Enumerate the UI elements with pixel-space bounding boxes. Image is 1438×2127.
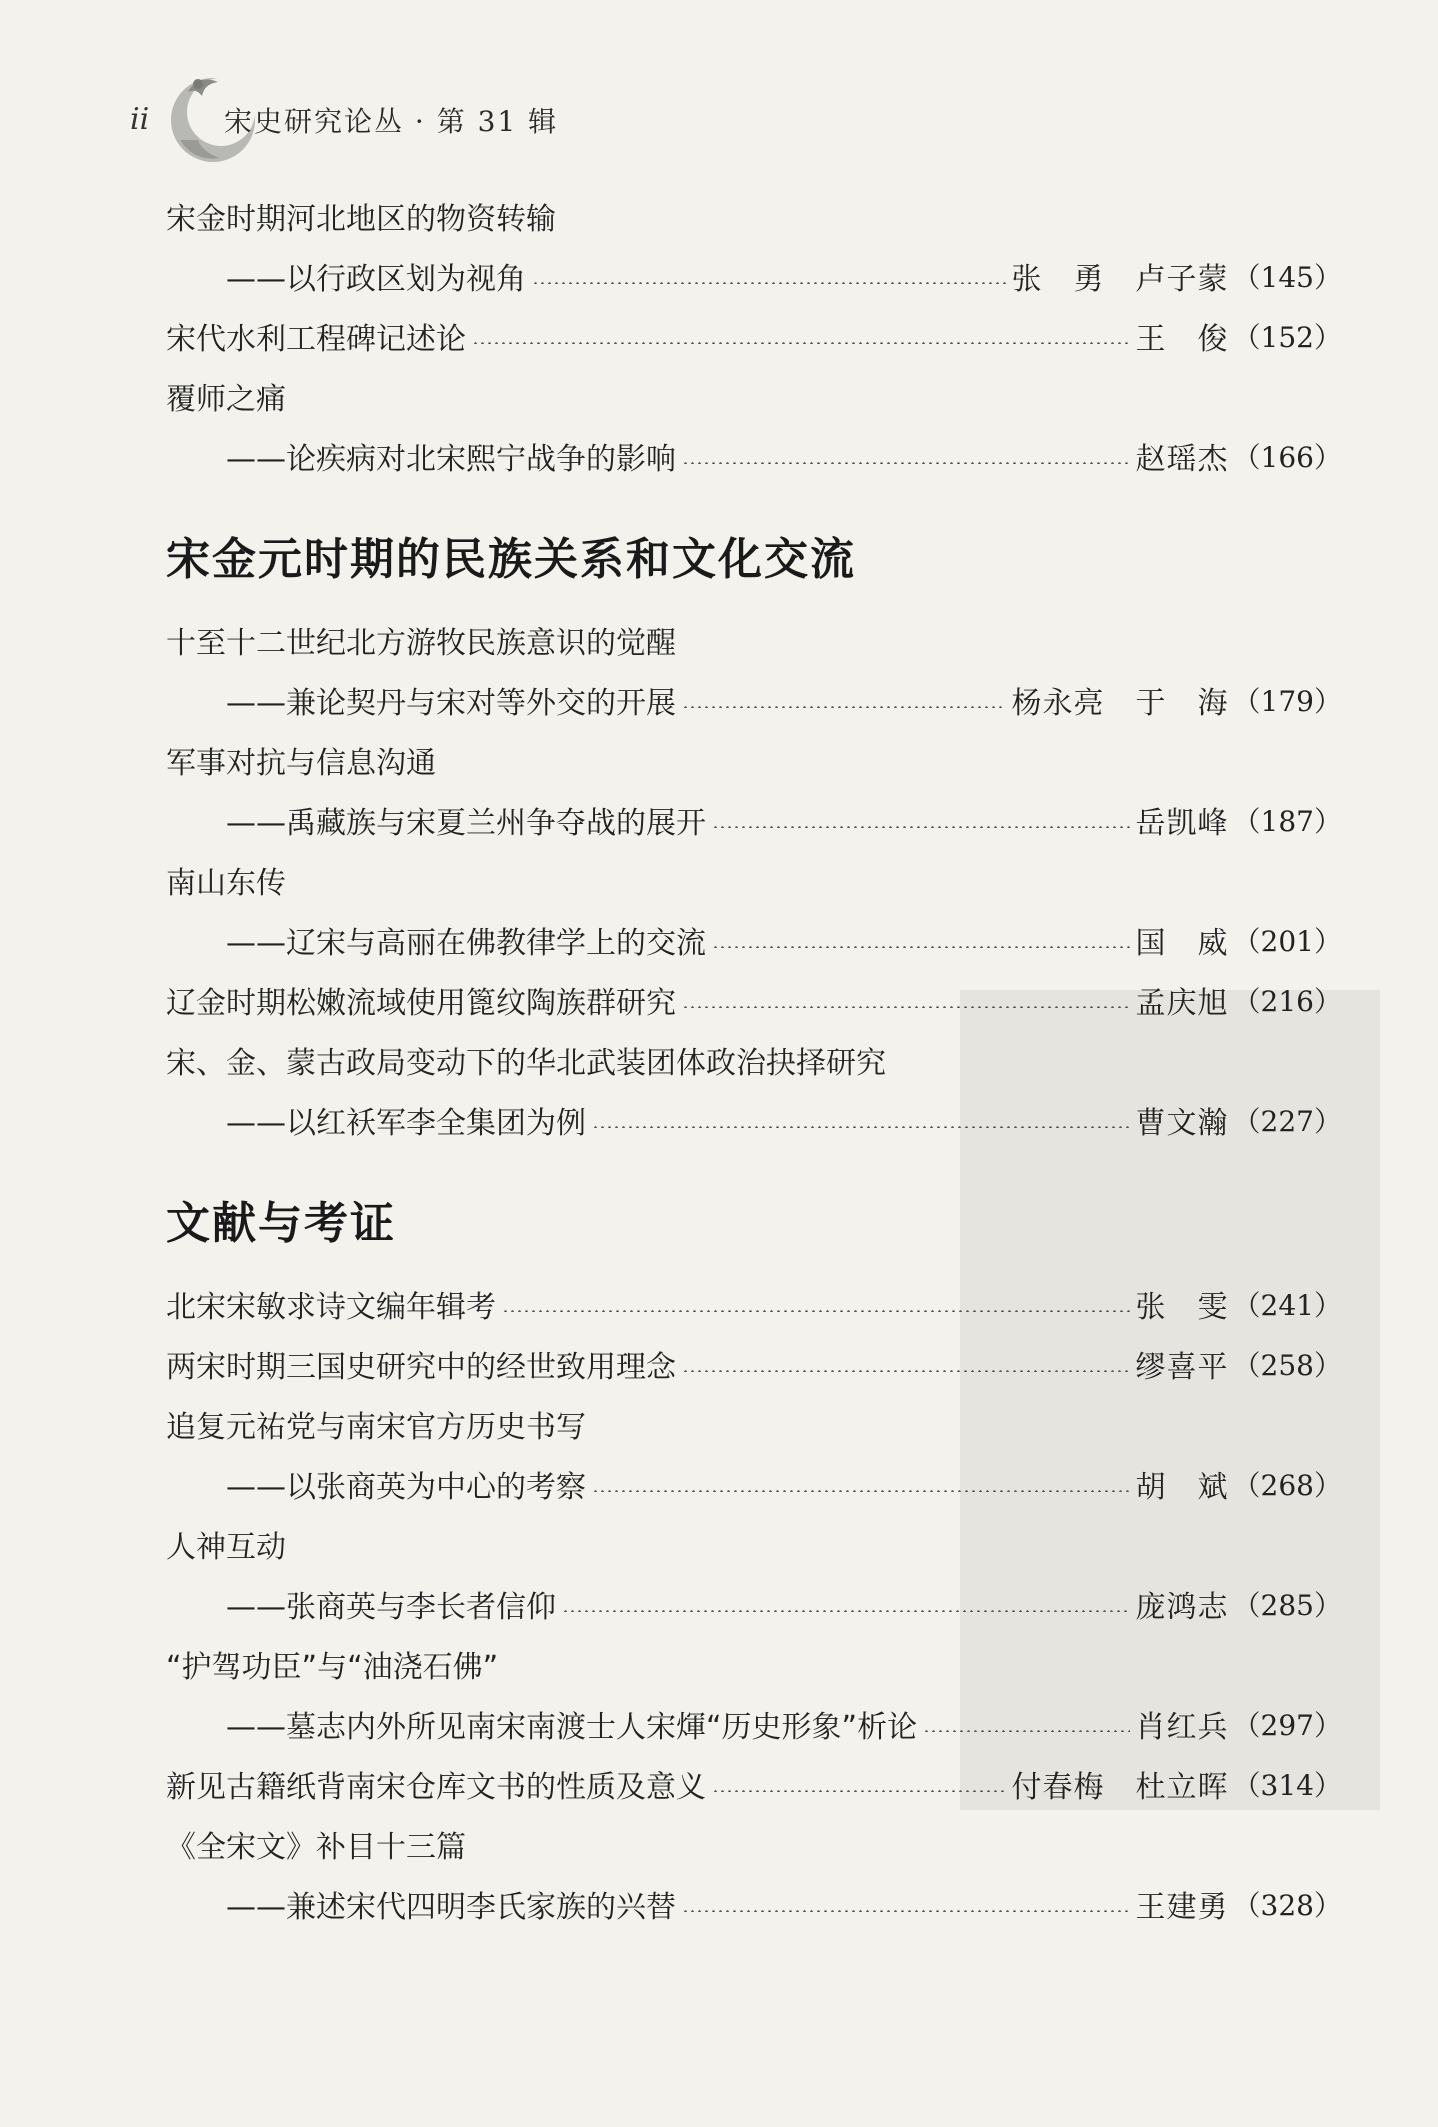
dot-leader [472,342,1130,344]
dot-leader [712,826,1130,828]
toc-subtitle: ——墓志内外所见南宋南渡士人宋煇“历史形象”析论 [226,1710,918,1745]
series-title: 宋史研究论丛 · 第 31 辑 [224,105,559,138]
toc-author: 岳凯峰 [1135,806,1229,841]
toc-page-number: （187） [1232,805,1342,838]
toc-title: 人神互动 [166,1530,286,1565]
toc-title: 宋代水利工程碑记述论 [166,322,466,357]
toc-entry-row[interactable] [166,970,1342,1030]
toc-entry-row[interactable] [166,306,1342,366]
toc-title: 十至十二世纪北方游牧民族意识的觉醒 [166,626,676,661]
toc-title: 北宋宋敏求诗文编年辑考 [166,1290,496,1325]
toc-author: 胡 斌 [1135,1470,1229,1505]
toc-subtitle-row[interactable] [166,790,1342,850]
toc-entry-row[interactable] [166,366,1342,426]
toc-page-number: （297） [1232,1709,1342,1742]
toc-author: 杨永亮 于 海 [1011,686,1229,721]
dot-leader [923,1730,1129,1732]
section-heading: 文献与考证 [166,1198,396,1249]
toc-subtitle: ——辽宋与高丽在佛教律学上的交流 [226,926,706,961]
toc-entry-row[interactable] [166,1814,1342,1874]
dot-leader [682,1370,1130,1372]
toc-title: 新见古籍纸背南宋仓库文书的性质及意义 [166,1770,706,1805]
toc-title: 军事对抗与信息沟通 [166,746,436,781]
toc-subtitle: ——以行政区划为视角 [226,262,526,297]
dot-leader [682,1910,1130,1912]
toc-subtitle-row[interactable] [166,1874,1342,1934]
dot-leader [592,1490,1130,1492]
toc-title: 两宋时期三国史研究中的经世致用理念 [166,1350,676,1385]
toc-author: 张 勇 卢子蒙 [1011,262,1229,297]
dot-leader [682,1006,1130,1008]
toc-author: 张 雯 [1135,1290,1229,1325]
toc-subtitle-row[interactable] [166,670,1342,730]
toc-subtitle: ——论疾病对北宋熙宁战争的影响 [226,442,676,477]
toc-page-number: （166） [1232,441,1342,474]
section-heading: 宋金元时期的民族关系和文化交流 [166,534,856,585]
toc-entry-row[interactable] [166,1754,1342,1814]
toc-page-number: （241） [1232,1289,1342,1322]
toc-author: 孟庆旭 [1135,986,1229,1021]
toc-title: 覆师之痛 [166,382,286,417]
dot-leader [502,1310,1130,1312]
toc-subtitle-row[interactable] [166,1694,1342,1754]
toc-entry-row[interactable] [166,1394,1342,1454]
toc-author: 王 俊 [1135,322,1229,357]
dot-leader [682,706,1006,708]
toc-author: 庞鸿志 [1135,1590,1229,1625]
toc-title: 《全宋文》补目十三篇 [166,1830,466,1865]
toc-page-number: （216） [1232,985,1342,1018]
toc-page-number: （179） [1232,685,1342,718]
toc-subtitle-row[interactable] [166,1574,1342,1634]
dot-leader [712,1790,1006,1792]
toc-entry-row[interactable] [166,730,1342,790]
toc-author: 付春梅 杜立晖 [1011,1770,1229,1805]
toc-page-number: （314） [1232,1769,1342,1802]
dot-leader [592,1126,1130,1128]
toc-title: 追复元祐党与南宋官方历史书写 [166,1410,586,1445]
toc-author: 赵瑶杰 [1135,442,1229,477]
dot-leader [532,282,1006,284]
toc-title: “护驾功臣”与“油浇石佛” [166,1650,499,1685]
dot-leader [562,1610,1130,1612]
toc-subtitle: ——张商英与李长者信仰 [226,1590,556,1625]
dot-leader [712,946,1130,948]
toc-entry-row[interactable] [166,850,1342,910]
page-number: ii [130,102,150,137]
dot-leader [682,462,1130,464]
toc-subtitle-row[interactable] [166,426,1342,486]
toc-title: 辽金时期松嫩流域使用篦纹陶族群研究 [166,986,676,1021]
toc-entry-row[interactable] [166,610,1342,670]
table-of-contents [166,186,1342,1934]
toc-page-number: （285） [1232,1589,1342,1622]
toc-subtitle-row[interactable] [166,1454,1342,1514]
toc-subtitle-row[interactable] [166,1090,1342,1150]
toc-author: 国 威 [1135,926,1229,961]
toc-page-number: （152） [1232,321,1342,354]
toc-entry-row[interactable] [166,1514,1342,1574]
toc-entry-row[interactable] [166,1030,1342,1090]
toc-entry-row[interactable] [166,186,1342,246]
toc-subtitle: ——兼论契丹与宋对等外交的开展 [226,686,676,721]
toc-subtitle: ——以红袄军李全集团为例 [226,1106,586,1141]
toc-subtitle: ——以张商英为中心的考察 [226,1470,586,1505]
toc-subtitle-row[interactable] [166,246,1342,306]
toc-author: 曹文瀚 [1135,1106,1229,1141]
toc-title: 宋金时期河北地区的物资转输 [166,202,556,237]
toc-title: 南山东传 [166,866,286,901]
toc-page-number: （258） [1232,1349,1342,1382]
toc-page-number: （145） [1232,261,1342,294]
toc-entry-row[interactable] [166,1634,1342,1694]
toc-page-number: （227） [1232,1105,1342,1138]
running-header [130,62,630,172]
toc-page-number: （268） [1232,1469,1342,1502]
toc-title: 宋、金、蒙古政局变动下的华北武装团体政治抉择研究 [166,1046,886,1081]
toc-author: 缪喜平 [1135,1350,1229,1385]
toc-author: 王建勇 [1135,1890,1229,1925]
toc-entry-row[interactable] [166,1334,1342,1394]
toc-subtitle: ——兼述宋代四明李氏家族的兴替 [226,1890,676,1925]
toc-page-number: （328） [1232,1889,1342,1922]
toc-author: 肖红兵 [1135,1710,1229,1745]
toc-entry-row[interactable] [166,1274,1342,1334]
toc-page-number: （201） [1232,925,1342,958]
toc-subtitle: ——禹藏族与宋夏兰州争夺战的展开 [226,806,706,841]
toc-subtitle-row[interactable] [166,910,1342,970]
